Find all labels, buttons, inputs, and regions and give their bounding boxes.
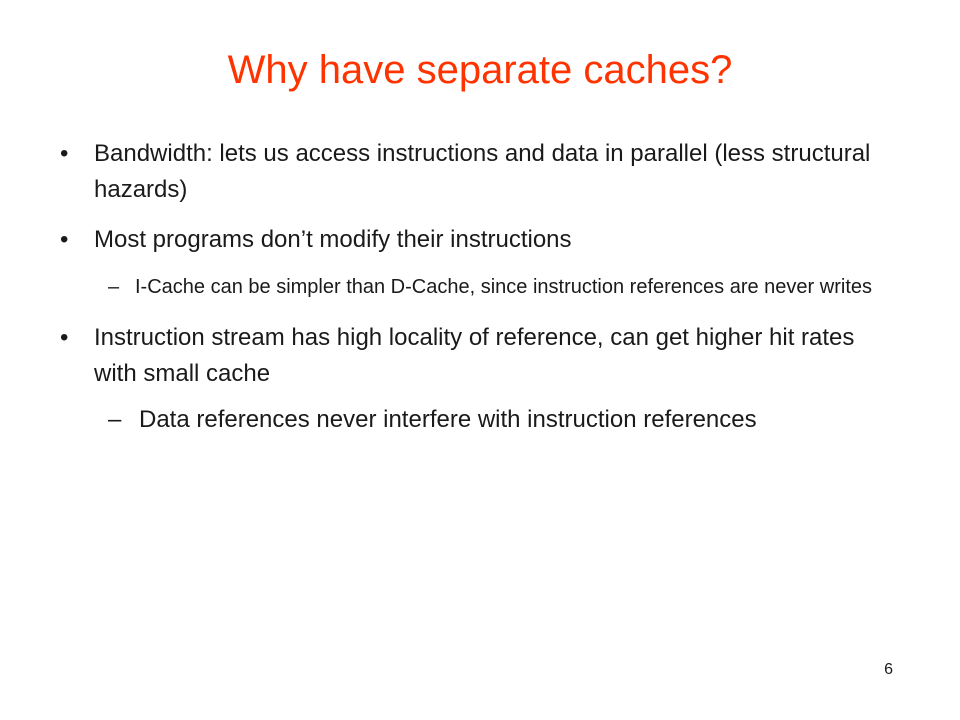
slide-title: Why have separate caches? (227, 48, 733, 92)
bullet-marker: • (60, 226, 69, 253)
bullet-text: Bandwidth: lets us access instructions and data in parallel (less structural hazards) (94, 140, 871, 203)
bullet-item-locality (58, 320, 898, 392)
sub-bullet-item-data-references (108, 402, 898, 438)
bullet-item-programs (58, 222, 898, 258)
bullet-marker: • (60, 324, 69, 351)
bullet-text: Most programs don’t modify their instructions (94, 226, 572, 253)
sub-bullet-marker: – (108, 406, 122, 433)
sub-bullet-text: I-Cache can be simpler than D-Cache, since instruction references are never writes (135, 276, 872, 298)
sub-bullet-text: Data references never interfere with instruction references (139, 406, 757, 433)
sub-bullet-marker: – (108, 276, 120, 298)
bullet-marker: • (60, 140, 69, 167)
sub-bullet-item-icache (108, 272, 898, 302)
page-number: 6 (884, 661, 893, 678)
bullet-item-bandwidth (58, 136, 898, 208)
bullet-text: Instruction stream has high locality of reference, can get higher hit rates with small cache (94, 324, 855, 387)
slide-body (58, 136, 898, 438)
